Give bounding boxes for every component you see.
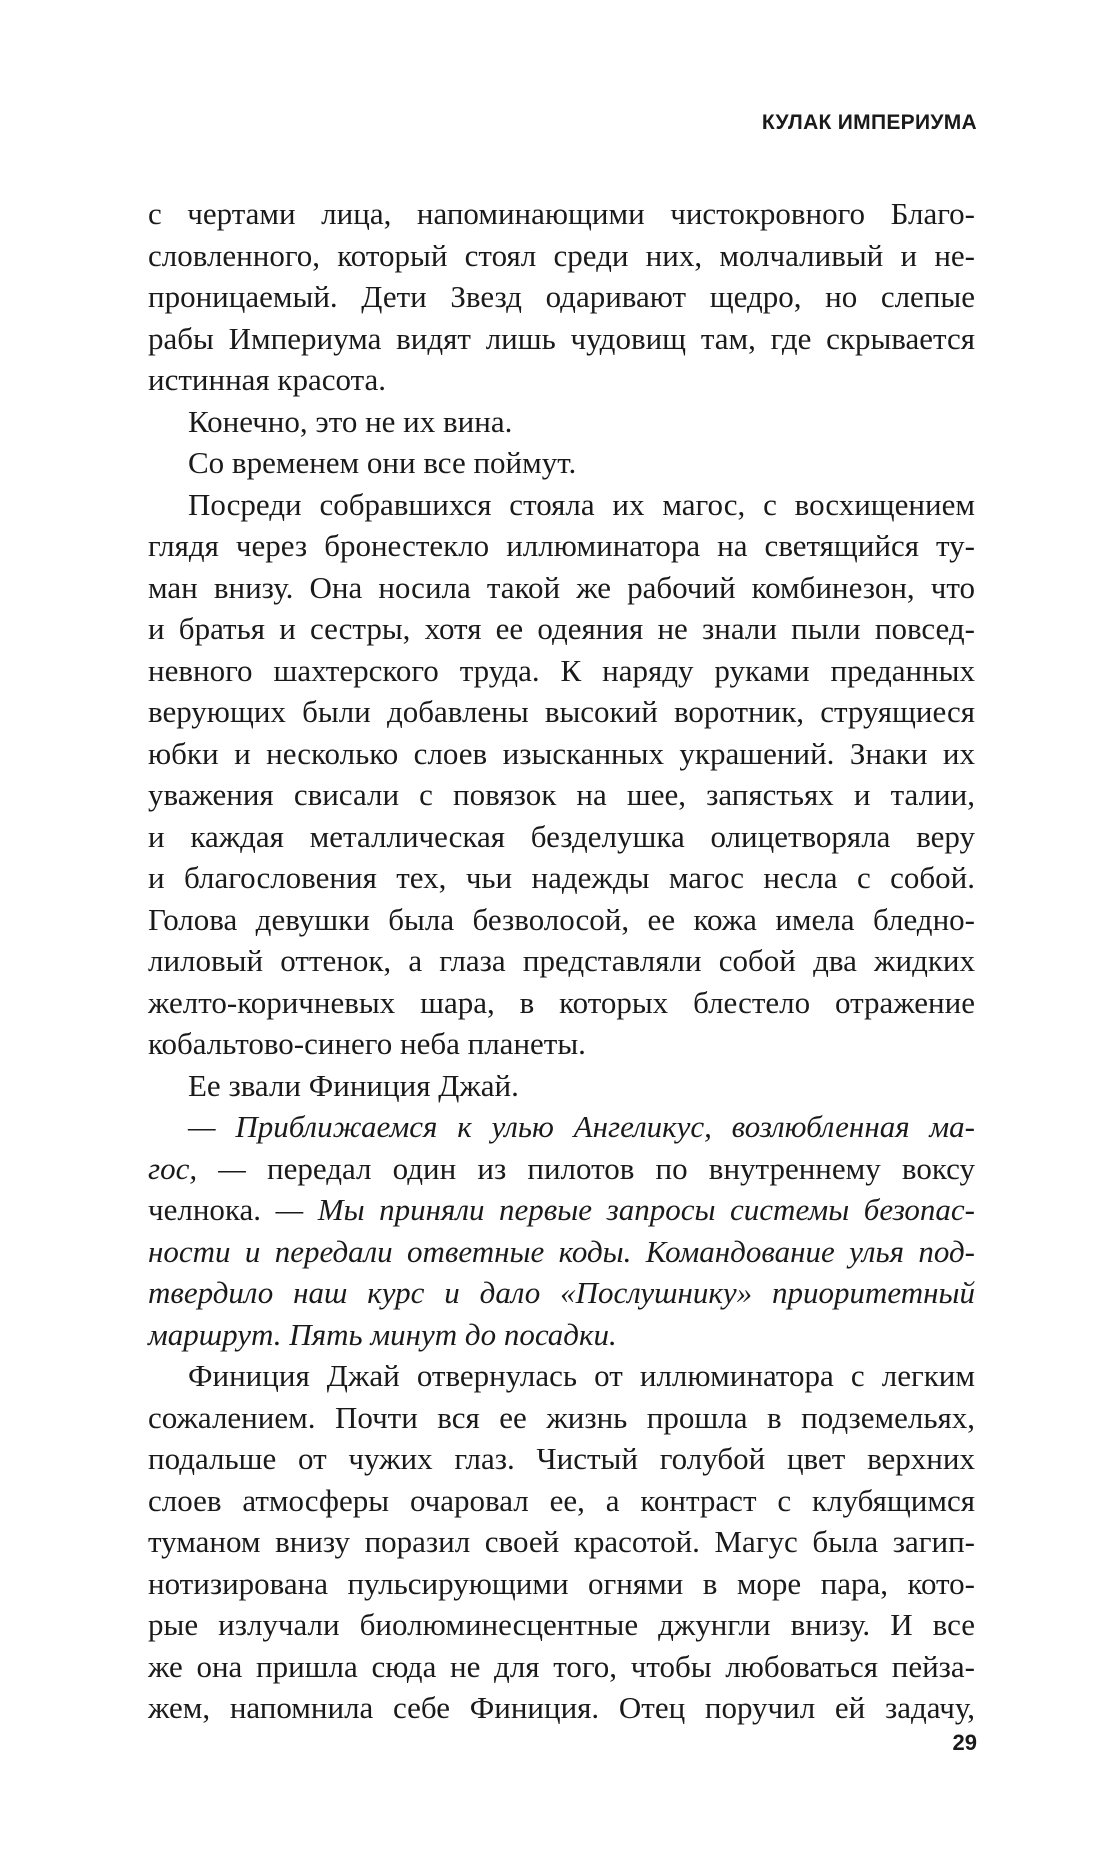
body-text — [148, 193, 975, 1729]
text-line: проницаемый. Дети Звезд одаривают щедро, но слепые — [148, 279, 975, 314]
dialogue-line: ности и передали ответные коды. Командование улья под- — [148, 1233, 975, 1269]
text-line: рые излучали биолюминесцентные джунгли внизу. И все — [148, 1607, 975, 1642]
text-line: юбки и несколько слоев изысканных украшений. Знаки их — [148, 735, 975, 771]
text-line: желто-коричневых шара, в которых блестело отражение — [148, 984, 975, 1020]
narration-fragment: челнока. — [148, 1192, 276, 1227]
text-line: же она пришла сюда не для того, чтобы любоваться пейза- — [148, 1648, 975, 1684]
text-line: уважения свисали с повязок на шее, запястьях и талии, — [148, 777, 975, 812]
text-line: Посреди собравшихся стояла их магос, с восхищением — [188, 486, 975, 522]
text-line: Ее звали Финиция Джай. — [188, 1067, 519, 1103]
text-line: и каждая металлическая безделушка олицетворяла веру — [148, 818, 975, 854]
text-line: подальше от чужих глаз. Чистый голубой цвет верхних — [148, 1441, 975, 1476]
running-title: КУЛАК ИМПЕРИУМА — [761, 111, 977, 134]
page-number: 29 — [952, 1730, 977, 1755]
text-line: сожалением. Почти вся ее жизнь прошла в подземельях, — [148, 1399, 975, 1435]
text-line: с чертами лица, напоминающими чистокровного Благо- — [148, 196, 975, 231]
text-line: и благословения тех, чьи надежды магос несла с собой. — [148, 860, 975, 895]
dialogue-line — [148, 1148, 975, 1190]
text-line: истинная красота. — [148, 362, 387, 397]
text-line: Со временем они все поймут. — [188, 445, 577, 480]
text-line: невного шахтерского труда. К наряду руками преданных — [148, 652, 975, 688]
narration-fragment: передал один из пилотов по внутреннему воксу — [245, 1150, 975, 1186]
text-line: верующих были добавлены высокий воротник, струящиеся — [148, 694, 975, 729]
text-line: кобальтово-синего неба планеты. — [148, 1026, 586, 1061]
text-line: словленного, который стоял среди них, молчаливый и не- — [148, 237, 975, 273]
text-line: жем, напомнила себе Финиция. Отец поручил ей задачу, — [148, 1690, 975, 1725]
dialogue-fragment: гос, — — [148, 1150, 246, 1186]
text-line: лиловый оттенок, а глаза представляли собой два жидких — [148, 943, 975, 978]
dialogue-line: твердило наш курс и дало «Послушнику» приоритетный — [148, 1275, 975, 1310]
dialogue-line — [148, 1189, 975, 1231]
text-line: и братья и сестры, хотя ее одеяния не знали пыли повсед- — [148, 611, 975, 646]
text-line: рабы Империума видят лишь чудовищ там, где скрывается — [148, 320, 975, 356]
text-line: слоев атмосферы очаровал ее, а контраст с клубящимся — [148, 1482, 975, 1518]
text-line: Конечно, это не их вина. — [188, 403, 513, 439]
text-line: Голова девушки была безволосой, ее кожа имела бледно- — [148, 901, 975, 937]
dialogue-line: маршрут. Пять минут до посадки. — [148, 1316, 617, 1352]
text-line: туманом внизу поразил своей красотой. Магус была загип- — [148, 1524, 975, 1559]
dialogue-fragment: — Мы приняли первые запросы системы безопас- — [275, 1192, 976, 1227]
dialogue-line: — Приближаемся к улью Ангеликус, возлюбленная ма- — [188, 1109, 975, 1144]
text-line: нотизирована пульсирующими огнями в море пара, кото- — [148, 1565, 975, 1601]
text-line: глядя через бронестекло иллюминатора на светящийся ту- — [148, 528, 975, 563]
text-line: Финиция Джай отвернулась от иллюминатора с легким — [188, 1358, 975, 1393]
text-line: ман внизу. Она носила такой же рабочий комбинезон, что — [148, 569, 975, 605]
